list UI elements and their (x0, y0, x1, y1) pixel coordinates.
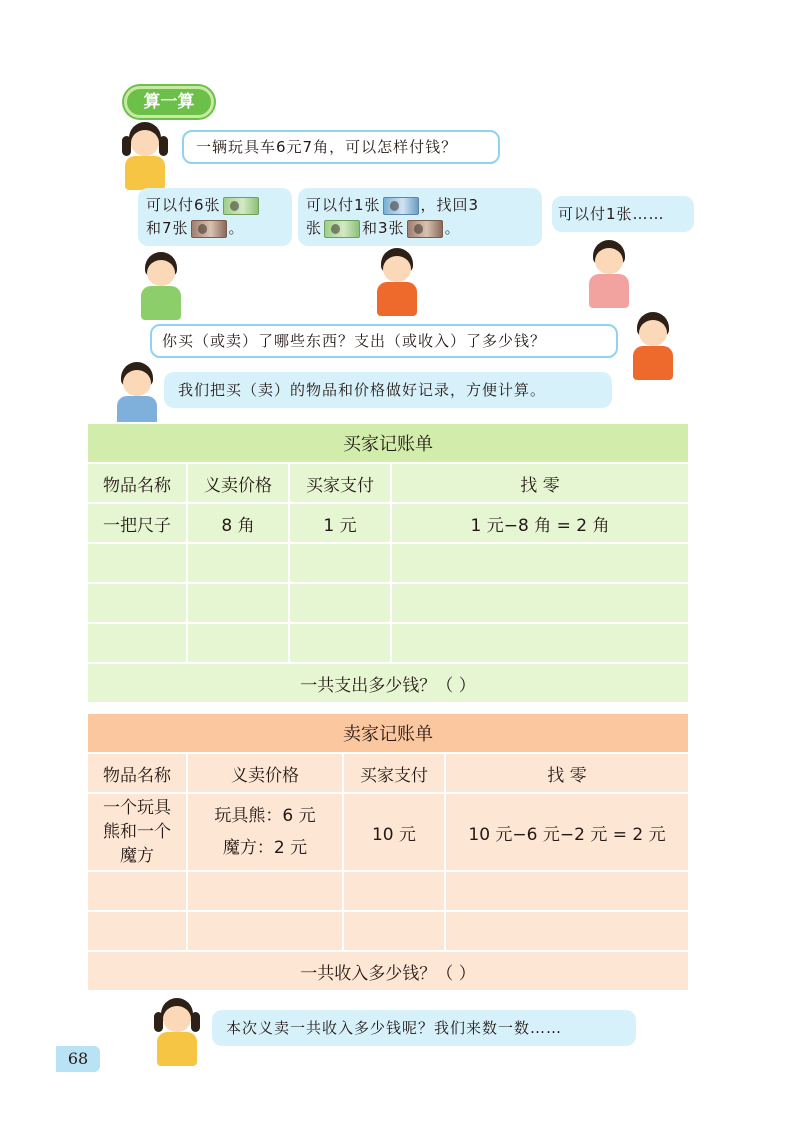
col-header-item: 物品名称 (87, 753, 187, 793)
table-row (87, 503, 689, 543)
answer-1-text-b: 和7张 (146, 219, 189, 237)
answer-1-text-a: 可以付6张 (146, 196, 221, 214)
boy-figure-orange (372, 248, 422, 320)
seller-ledger-total[interactable]: 一共收入多少钱？（ ） (87, 951, 689, 991)
cell-item: 一把尺子 (87, 503, 187, 543)
girl-figure (120, 122, 170, 194)
cell-item[interactable] (87, 583, 187, 623)
question-bubble-toy-car (182, 130, 500, 164)
cell-item (87, 793, 187, 871)
buyer-ledger-total[interactable]: 一共支出多少钱？（ ） (87, 663, 689, 703)
answer-bubble-2 (298, 188, 542, 246)
banknote-1-jiao-icon-2 (407, 220, 443, 238)
table-row (87, 583, 689, 623)
answer-bubble-3 (552, 196, 694, 232)
cell-price (187, 793, 343, 871)
cell-price: 8 角 (187, 503, 289, 543)
cell-paid[interactable] (343, 871, 445, 911)
cell-paid[interactable] (289, 623, 391, 663)
col-header-paid: 买家支付 (343, 753, 445, 793)
cell-paid: 10 元 (343, 793, 445, 871)
table-row (87, 911, 689, 951)
cell-change[interactable] (445, 871, 689, 911)
boy-figure-green (136, 252, 186, 324)
question-bubble-buy-sell (150, 324, 618, 358)
cell-price[interactable] (187, 543, 289, 583)
answer-2-text-b: ，找回3 (420, 196, 480, 214)
cell-price-line: 魔方：2 元 (222, 838, 308, 858)
section-badge: 算一算 (124, 86, 214, 118)
seller-ledger (86, 712, 690, 992)
question-2-text: 你买（或卖）了哪些东西？支出（或收入）了多少钱？ (162, 332, 547, 350)
cell-change[interactable] (445, 911, 689, 951)
col-header-change: 找 零 (391, 463, 689, 503)
col-header-item: 物品名称 (87, 463, 187, 503)
cell-price[interactable] (187, 623, 289, 663)
cell-item[interactable] (87, 543, 187, 583)
answer-2-text-c: 张 (306, 219, 323, 237)
cell-item[interactable] (87, 871, 187, 911)
table-row (87, 543, 689, 583)
final-bubble (212, 1010, 636, 1046)
cell-item-line: 熊和一个 (103, 822, 171, 842)
buyer-ledger-title: 买家记账单 (87, 423, 689, 463)
answer-2-text-d: 和3张 (362, 219, 405, 237)
banknote-1-yuan-icon (223, 197, 259, 215)
cell-change: 10 元−6 元−2 元 = 2 元 (445, 793, 689, 871)
table-row (87, 871, 689, 911)
answer-2-text-a: 可以付1张 (306, 196, 381, 214)
cell-item[interactable] (87, 911, 187, 951)
cell-change: 1 元−8 角 = 2 角 (391, 503, 689, 543)
cell-paid: 1 元 (289, 503, 391, 543)
col-header-price: 义卖价格 (187, 753, 343, 793)
col-header-price: 义卖价格 (187, 463, 289, 503)
boy-figure-orange-2 (628, 312, 678, 384)
seller-ledger-title: 卖家记账单 (87, 713, 689, 753)
cell-paid[interactable] (343, 911, 445, 951)
banknote-1-yuan-icon-2 (324, 220, 360, 238)
answer-1-end: 。 (228, 219, 245, 237)
page-number: 68 (56, 1046, 100, 1072)
cell-price[interactable] (187, 871, 343, 911)
cell-change[interactable] (391, 543, 689, 583)
cell-price[interactable] (187, 911, 343, 951)
cell-item-line: 魔方 (120, 846, 154, 866)
cell-change[interactable] (391, 583, 689, 623)
girl-figure-pink (584, 240, 634, 312)
cell-item-line: 一个玩具 (103, 798, 171, 818)
answer-2-end: 。 (444, 219, 461, 237)
cell-paid[interactable] (289, 583, 391, 623)
final-text: 本次义卖一共收入多少钱呢？我们来数一数…… (226, 1019, 563, 1037)
table-row (87, 793, 689, 871)
col-header-paid: 买家支付 (289, 463, 391, 503)
answer-bubble-1 (138, 188, 292, 246)
col-header-change: 找 零 (445, 753, 689, 793)
cell-change[interactable] (391, 623, 689, 663)
cell-item[interactable] (87, 623, 187, 663)
cell-price[interactable] (187, 583, 289, 623)
banknote-1-jiao-icon (191, 220, 227, 238)
girl-figure-2 (152, 998, 202, 1070)
buyer-ledger (86, 422, 690, 704)
question-text: 一辆玩具车6元7角，可以怎样付钱？ (196, 138, 458, 156)
banknote-10-yuan-icon (383, 197, 419, 215)
cell-paid[interactable] (289, 543, 391, 583)
answer-3-text: 可以付1张…… (558, 205, 665, 223)
table-row (87, 623, 689, 663)
record-text: 我们把买（卖）的物品和价格做好记录，方便计算。 (178, 381, 547, 399)
cell-price-line: 玩具熊：6 元 (214, 806, 316, 826)
record-bubble (164, 372, 612, 408)
